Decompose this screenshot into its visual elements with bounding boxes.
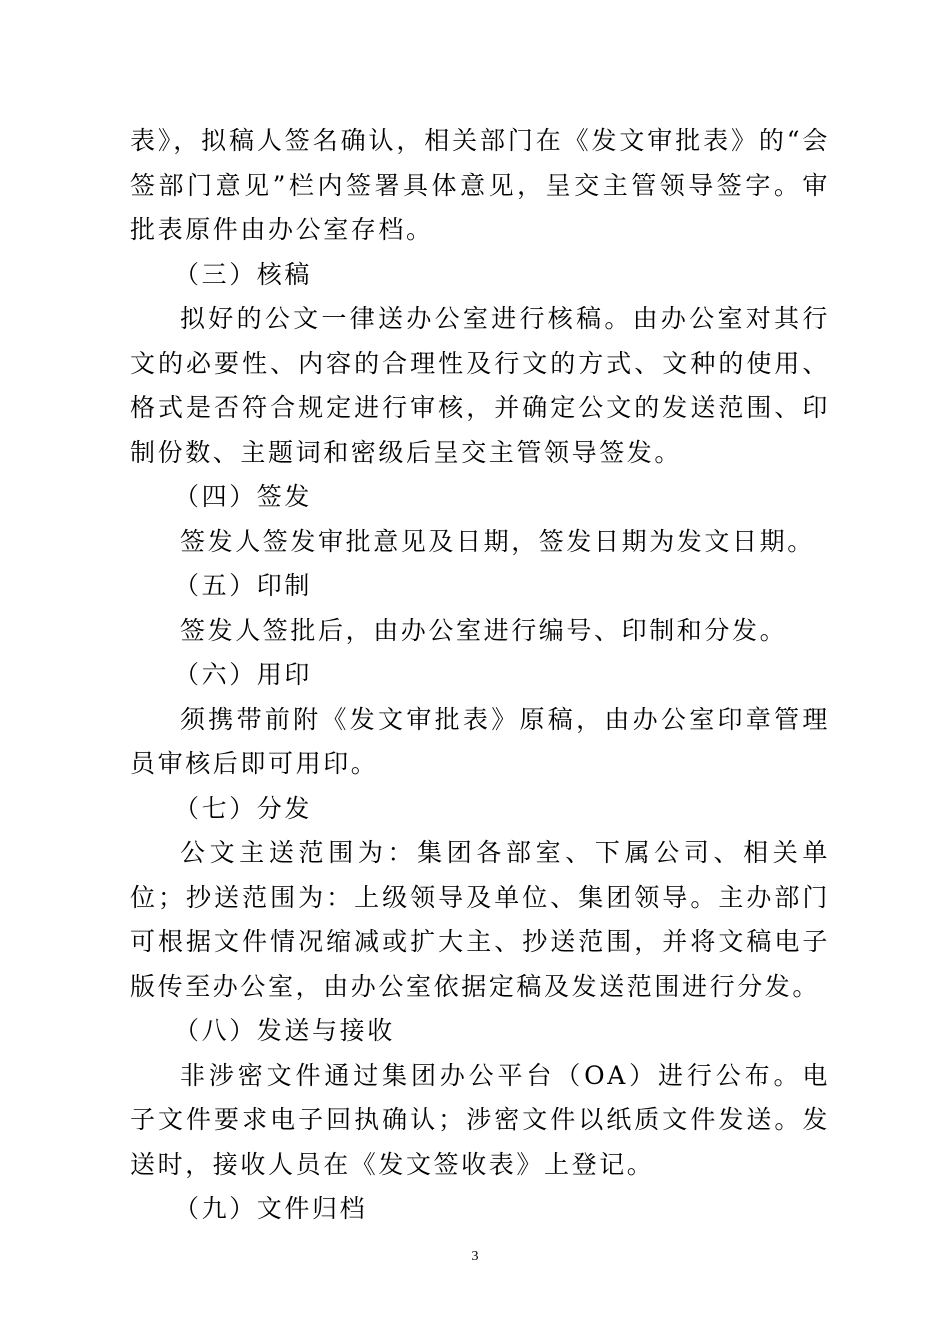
paragraph-send-receive: 非涉密文件通过集团办公平台（OA）进行公布。电子文件要求电子回执确认；涉密文件以纸质文件发送。发送时，接收人员在《发文签收表》上登记。 <box>130 1060 830 1179</box>
paragraph-distribution: 公文主送范围为：集团各部室、下属公司、相关单位；抄送范围为：上级领导及单位、集团领导。主办部门可根据文件情况缩减或扩大主、抄送范围，并将文稿电子版传至办公室，由办公室依据定稿及发送范围进行分发。 <box>130 838 830 1001</box>
heading-sign-issue: （四）签发 <box>174 482 313 511</box>
page-number: 3 <box>471 1249 479 1264</box>
paragraph-approval-form: 表》，拟稿人签名确认，相关部门在《发文审批表》的“会签部门意见”栏内签署具体意见，呈交主管领导签字。审批表原件由办公室存档。 <box>130 126 830 244</box>
paragraph-sign-issue: 签发人签发审批意见及日期，签发日期为发文日期。 <box>180 526 815 556</box>
paragraph-sealing: 须携带前附《发文审批表》原稿，由办公室印章管理员审核后即可用印。 <box>130 704 830 778</box>
heading-review: （三）核稿 <box>174 259 313 289</box>
heading-printing: （五）印制 <box>174 571 313 600</box>
paragraph-printing: 签发人签批后，由办公室进行编号、印制和分发。 <box>180 615 788 645</box>
heading-sealing: （六）用印 <box>174 660 313 689</box>
heading-distribution: （七）分发 <box>174 793 313 823</box>
heading-send-receive: （八）发送与接收 <box>174 1016 395 1045</box>
paragraph-review: 拟好的公文一律送办公室进行核稿。由办公室对其行文的必要性、内容的合理性及行文的方式、文种的使用、格式是否符合规定进行审核，并确定公文的发送范围、印制份数、主题词和密级后呈交主管领导签发。 <box>130 304 830 467</box>
heading-archiving: （九）文件归档 <box>174 1194 368 1223</box>
document-body <box>130 119 830 1232</box>
